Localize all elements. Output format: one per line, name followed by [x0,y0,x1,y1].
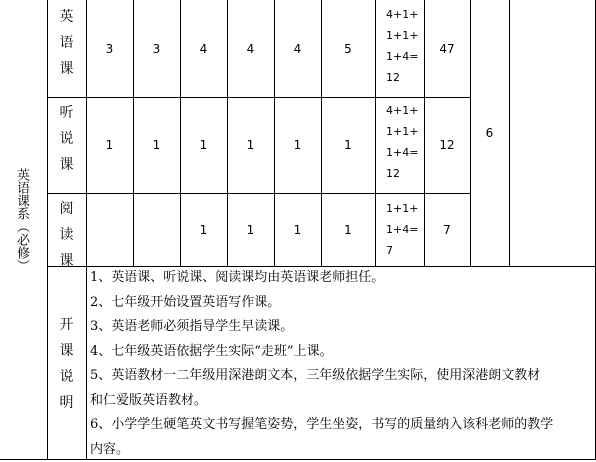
sum-formula: 1+1+ 1+4= 7 [386,198,418,261]
category-cell [0,0,40,460]
grid-line [509,0,510,266]
note-line: 6、小学学生硬笔英文书写握笔姿势，学生坐姿，书写的质量纳入该科老师的教学 [90,413,590,438]
grade-cell: 1 [227,193,274,266]
row-label-listening: 听 说 课 [47,100,86,178]
merged-cell: 6 [470,0,509,266]
grade-cell: 4 [274,0,321,97]
category-label: 英语课系（必修） [12,168,28,272]
grid-line [375,0,376,266]
note-line: 3、英语老师必须指导学生早读课。 [90,315,590,340]
grade-cell: 1 [227,97,274,193]
notes-list [90,266,590,462]
note-line: 1、英语课、听说课、阅读课均由英语课老师担任。 [90,266,590,291]
note-line: 4、七年级英语依据学生实际“走班”上课。 [90,340,590,365]
row-label-english: 英 语 课 [47,4,86,82]
row-label-reading: 阅 读 课 [47,196,86,274]
grade-cell [133,193,180,266]
total-cell: 12 [424,97,470,193]
note-line: 5、英语教材一二年级用深港朗文本，三年级依据学生实际，使用深港朗文教材 [90,364,590,389]
total-cell: 47 [424,0,470,97]
grade-cell: 1 [133,97,180,193]
grade-cell: 1 [180,193,227,266]
grade-cell: 1 [321,97,375,193]
grade-cell: 3 [86,0,133,97]
grade-cell: 4 [227,0,274,97]
note-line: 内容。 [90,438,590,462]
grade-cell: 1 [274,97,321,193]
note-line: 2、七年级开始设置英语写作课。 [90,291,590,316]
sum-formula: 4+1+ 1+1+ 1+4= 12 [386,100,418,184]
grade-cell: 1 [180,97,227,193]
notes-header: 开 课 说 明 [47,312,86,416]
grade-cell: 5 [321,0,375,97]
note-line: 和仁爱版英语教材。 [90,389,590,414]
sum-formula: 4+1+ 1+1+ 1+4= 12 [386,4,418,88]
grade-cell: 1 [86,97,133,193]
total-cell: 7 [424,193,470,266]
grade-cell [86,193,133,266]
grade-cell: 4 [180,0,227,97]
grade-cell: 3 [133,0,180,97]
grade-cell: 1 [274,193,321,266]
grade-cell: 1 [321,193,375,266]
